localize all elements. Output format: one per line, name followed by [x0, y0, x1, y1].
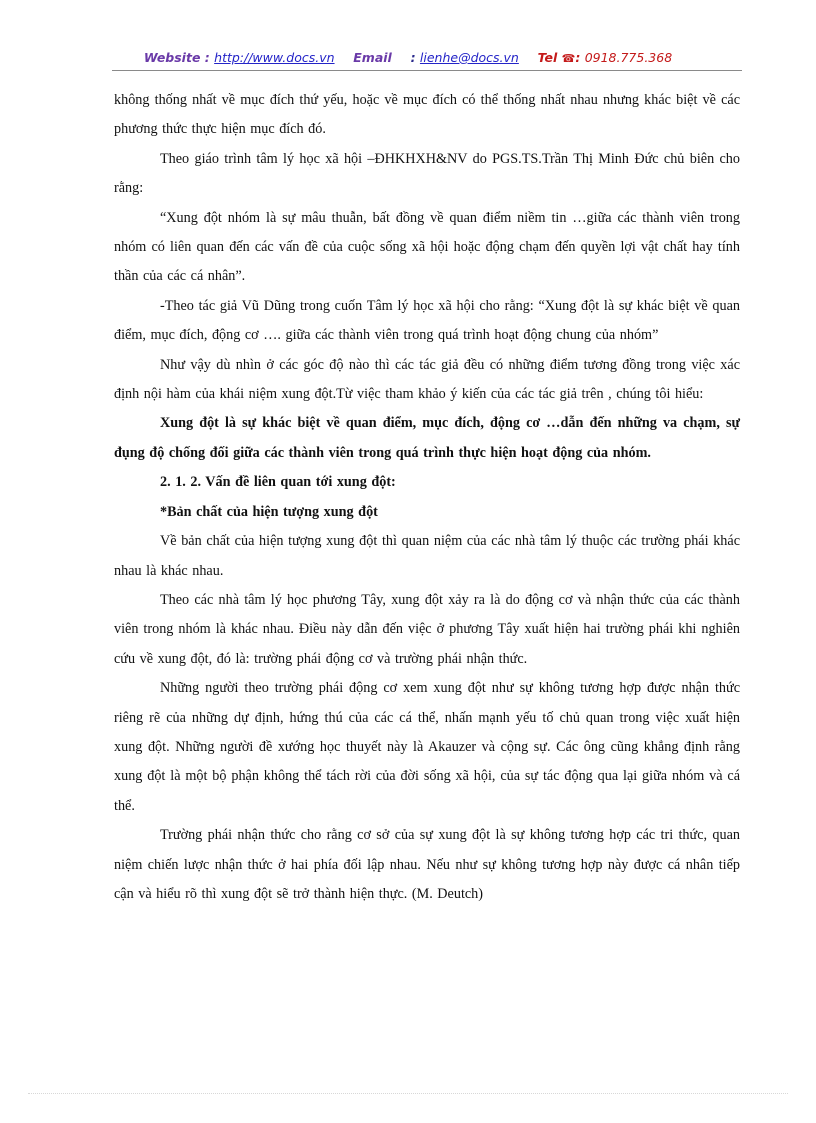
tel-number: 0918.775.368: [584, 50, 673, 65]
tel-label: Tel: [537, 50, 558, 65]
footer-divider: [28, 1093, 788, 1094]
paragraph: -Theo tác giả Vũ Dũng trong cuốn Tâm lý học xã hội cho rằng: “Xung đột là sự khác biệt về quan điểm, mục đích, động cơ …. giữa các thành viên trong quá trình hoạt động chung của nhóm”: [114, 297, 740, 344]
paragraph: Như vậy dù nhìn ở các góc độ nào thì các tác giả đều có những điểm tương đồng trong việc xác định nội hàm của khái niệm xung đột.Từ việc tham khảo ý kiến của các tác giả trên , chúng tôi hiểu:: [114, 356, 740, 403]
quote-paragraph: “Xung đột nhóm là sự mâu thuẫn, bất đồng về quan điểm niềm tin …giữa các thành viên trong nhóm có liên quan đến các vấn đề của cuộc sống xã hội hoặc động chạm đến quyền lợi vật chất hay tính thần của các cá nhân”.: [114, 209, 740, 285]
section-heading: 2. 1. 2. Vấn đề liên quan tới xung đột:: [160, 474, 396, 491]
email-label: Email: [353, 50, 392, 65]
paragraph: không thống nhất về mục đích thứ yếu, hoặc về mục đích có thể thống nhất nhau nhưng khác biệt về các phương thức thực hiện mục đích đó.: [114, 92, 740, 138]
website-link[interactable]: http://www.docs.vn: [214, 50, 335, 65]
page-header: [0, 50, 816, 65]
paragraph: Theo các nhà tâm lý học phương Tây, xung đột xảy ra là do động cơ và nhận thức của các thành viên trong nhóm là khác nhau. Điều này dẫn đến việc ở phương Tây xuất hiện hai trường phái khi nghiên cứu về xung đột, đó là: trường phái động cơ và trường phái nhận thức.: [114, 591, 740, 667]
document-body: [114, 86, 740, 909]
header-divider: [112, 70, 742, 71]
subsection-heading: *Bản chất của hiện tượng xung đột: [160, 503, 378, 520]
email-separator: :: [410, 50, 416, 65]
definition-paragraph: Xung đột là sự khác biệt về quan điểm, mục đích, động cơ …dẫn đến những va chạm, sự đụng độ chống đối giữa các thành viên trong quá trình thực hiện hoạt động của nhóm.: [114, 415, 740, 461]
website-label: Website :: [143, 50, 210, 65]
paragraph: Về bản chất của hiện tượng xung đột thì quan niệm của các nhà tâm lý thuộc các trường phái khác nhau là khác nhau.: [114, 533, 740, 579]
paragraph: Theo giáo trình tâm lý học xã hội –ĐHKHXH&NV do PGS.TS.Trần Thị Minh Đức chủ biên cho rằng:: [114, 150, 740, 197]
paragraph: Những người theo trường phái động cơ xem xung đột như sự không tương hợp được nhận thức riêng rẽ của những dự định, hứng thú của các cá thể, nhấn mạnh yếu tố chủ quan trong việc xuất hiện xung đột. Những người đề xướng học thuyết này là Akauzer và cộng sự. Các ông cũng khẳng định rằng xung đột là một bộ phận không thể tách rời của đời sống xã hội, của sự tác động qua lại giữa nhóm và cá thể.: [114, 680, 740, 814]
phone-icon: ☎: [561, 52, 576, 65]
email-link[interactable]: lienhe@docs.vn: [419, 50, 519, 65]
tel-colon: :: [575, 50, 581, 65]
paragraph: Trường phái nhận thức cho rằng cơ sở của sự xung đột là sự không tương hợp các tri thức, quan niệm chiến lược nhận thức ở hai phía đối lập nhau. Nếu như sự không tương hợp này được cá nhân tiếp cận và hiểu rõ thì xung đột sẽ trở thành hiện thực. (M. Deutch): [114, 827, 740, 902]
